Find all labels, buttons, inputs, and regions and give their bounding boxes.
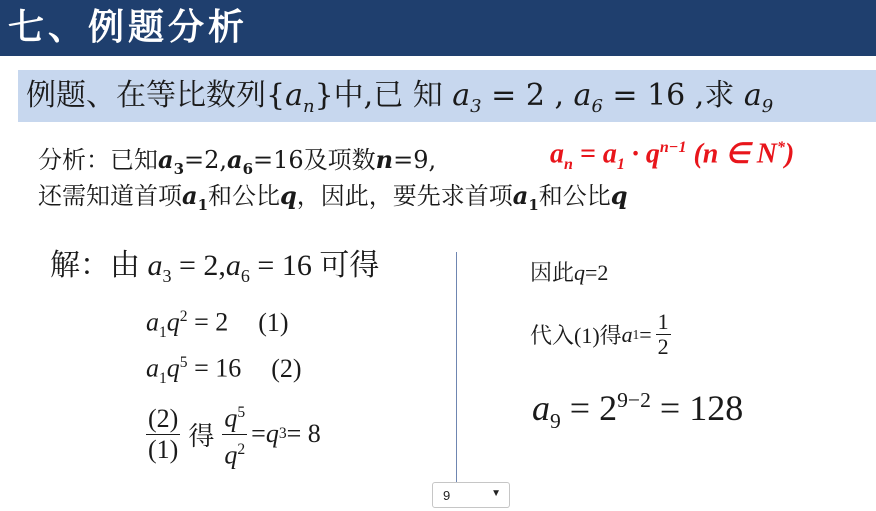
- formula-one: 1: [616, 155, 625, 173]
- analysis-l2-b: 和公比: [208, 182, 280, 210]
- r3-sub: 9: [550, 409, 561, 434]
- problem-a9-sub: 9: [761, 96, 774, 117]
- r2-eq: =: [639, 321, 652, 347]
- q-fraction: [222, 398, 247, 470]
- half-denominator: 2: [657, 334, 669, 359]
- ratio-fraction: [146, 404, 180, 465]
- analysis-l2-d: 和公比: [538, 182, 611, 210]
- eq1-a: a: [146, 307, 159, 337]
- analysis-l2-sub3: 1: [528, 195, 539, 214]
- problem-a9-var: a: [743, 78, 762, 113]
- formula-a1: a: [602, 138, 617, 170]
- problem-a6-sub: 6: [591, 96, 603, 117]
- formula-exp: n−1: [659, 139, 687, 156]
- solution-head-sub2: 6: [240, 266, 250, 286]
- r3-val: = 128: [650, 388, 744, 428]
- r3-eq: = 2: [560, 388, 618, 428]
- page-number-select[interactable]: [432, 482, 510, 508]
- q-num-exp: 5: [237, 404, 246, 421]
- problem-a3-sub: 3: [470, 96, 482, 117]
- analysis-l2-var2: q: [280, 181, 297, 210]
- eq1-label: (1): [258, 307, 289, 337]
- formula-paren: (n ∈ N: [686, 138, 777, 170]
- analysis-l1-d: =9,: [393, 146, 437, 174]
- analysis-line-2: [38, 180, 628, 221]
- problem-seq-var: a: [285, 78, 303, 113]
- solution-head-b: = 2,: [171, 249, 226, 282]
- eq2-q: q: [166, 353, 180, 383]
- ratio-word: 得: [188, 421, 215, 451]
- eq2-label: (2): [271, 353, 302, 383]
- ratio-denominator: (1): [148, 434, 179, 464]
- solution-head-var2: a: [225, 249, 241, 282]
- q-den-exp: 2: [237, 440, 246, 458]
- general-term-formula: [550, 128, 794, 185]
- eq2-exp: 5: [179, 354, 188, 371]
- analysis-line-1: [38, 144, 436, 185]
- r2-sub: 1: [632, 326, 640, 342]
- half-fraction: [656, 310, 671, 359]
- ratio-eq: =: [251, 419, 266, 449]
- half-numerator: 1: [657, 309, 669, 334]
- analysis-l1-var3: n: [375, 145, 394, 174]
- problem-a3-val: = 2 ,: [481, 78, 564, 113]
- q-num-var: q: [224, 403, 238, 433]
- analysis-l2-sub1: 1: [197, 195, 208, 214]
- formula-n: n: [564, 155, 573, 173]
- q-den-var: q: [224, 440, 238, 470]
- ratio-derivation: [142, 398, 321, 470]
- analysis-l2-var4: q: [610, 181, 628, 210]
- formula-eq: =: [572, 138, 603, 170]
- eq2-a: a: [146, 353, 159, 383]
- result-a9: [532, 378, 743, 443]
- analysis-l1-sub2: 6: [242, 159, 254, 178]
- formula-close: ): [784, 138, 795, 170]
- problem-text-mid: }中,已 知: [314, 78, 453, 113]
- result-a1: [530, 310, 675, 359]
- analysis-l2-a: 还需知道首项: [38, 182, 182, 210]
- problem-statement: [26, 76, 773, 127]
- analysis-l1-sub1: 3: [173, 159, 184, 178]
- eq1-exp: 2: [179, 308, 188, 325]
- q-fraction-numerator: [222, 398, 247, 435]
- formula-a: a: [550, 138, 564, 170]
- page-number-value: 9: [443, 488, 451, 503]
- problem-a3-var: a: [452, 78, 471, 113]
- r1-q: q: [574, 260, 586, 285]
- solution-head-c: = 16 可得: [249, 249, 380, 282]
- ratio-q-exp: 3: [278, 425, 287, 443]
- chevron-down-icon: ▼: [491, 488, 501, 499]
- analysis-l1-var2: a: [227, 145, 243, 174]
- solution-head-sub1: 3: [162, 266, 172, 286]
- solution-head-a: 解：由: [50, 249, 148, 282]
- result-q: [530, 258, 608, 288]
- solution-heading: [50, 246, 379, 296]
- r3-exp: 9−2: [617, 388, 651, 412]
- ratio-value: = 8: [286, 419, 321, 449]
- problem-seq-sub: n: [302, 96, 315, 117]
- eq1-q: q: [166, 307, 180, 337]
- analysis-l2-c: ，因此，要先求首项: [296, 182, 513, 210]
- r2-text: 代入(1)得: [530, 323, 622, 348]
- equation-2: [146, 346, 302, 396]
- equation-1: [146, 300, 289, 350]
- ratio-q: q: [265, 419, 279, 449]
- analysis-l2-var3: a: [512, 181, 529, 210]
- problem-a6-var: a: [573, 78, 592, 113]
- eq1-rhs: = 2: [187, 307, 229, 337]
- r1-text: 因此: [530, 260, 575, 285]
- analysis-l1-c: =16及项数: [253, 146, 376, 174]
- slide-title: 七、例题分析: [8, 6, 249, 48]
- formula-dot: ·: [624, 138, 646, 170]
- problem-a6-val: = 16 ,求: [602, 78, 744, 113]
- r3-var: a: [532, 388, 550, 428]
- q-fraction-denominator: [224, 435, 245, 471]
- formula-q: q: [645, 138, 660, 170]
- eq1-sub: 1: [159, 323, 167, 341]
- ratio-numerator: (2): [148, 403, 179, 433]
- problem-text-before: 例题、在等比数列{: [26, 78, 286, 113]
- analysis-l2-var1: a: [182, 181, 198, 210]
- eq2-sub: 1: [159, 369, 167, 387]
- solution-head-var1: a: [147, 249, 163, 282]
- analysis-l1-a: 分析：已知: [38, 146, 158, 174]
- column-divider: [456, 252, 457, 488]
- r2-var: a: [621, 321, 633, 347]
- analysis-l1-var1: a: [158, 145, 174, 174]
- analysis-l1-b: =2,: [184, 146, 228, 174]
- formula-star: *: [776, 139, 785, 156]
- r1-val: =2: [585, 260, 609, 285]
- eq2-rhs: = 16: [187, 353, 242, 383]
